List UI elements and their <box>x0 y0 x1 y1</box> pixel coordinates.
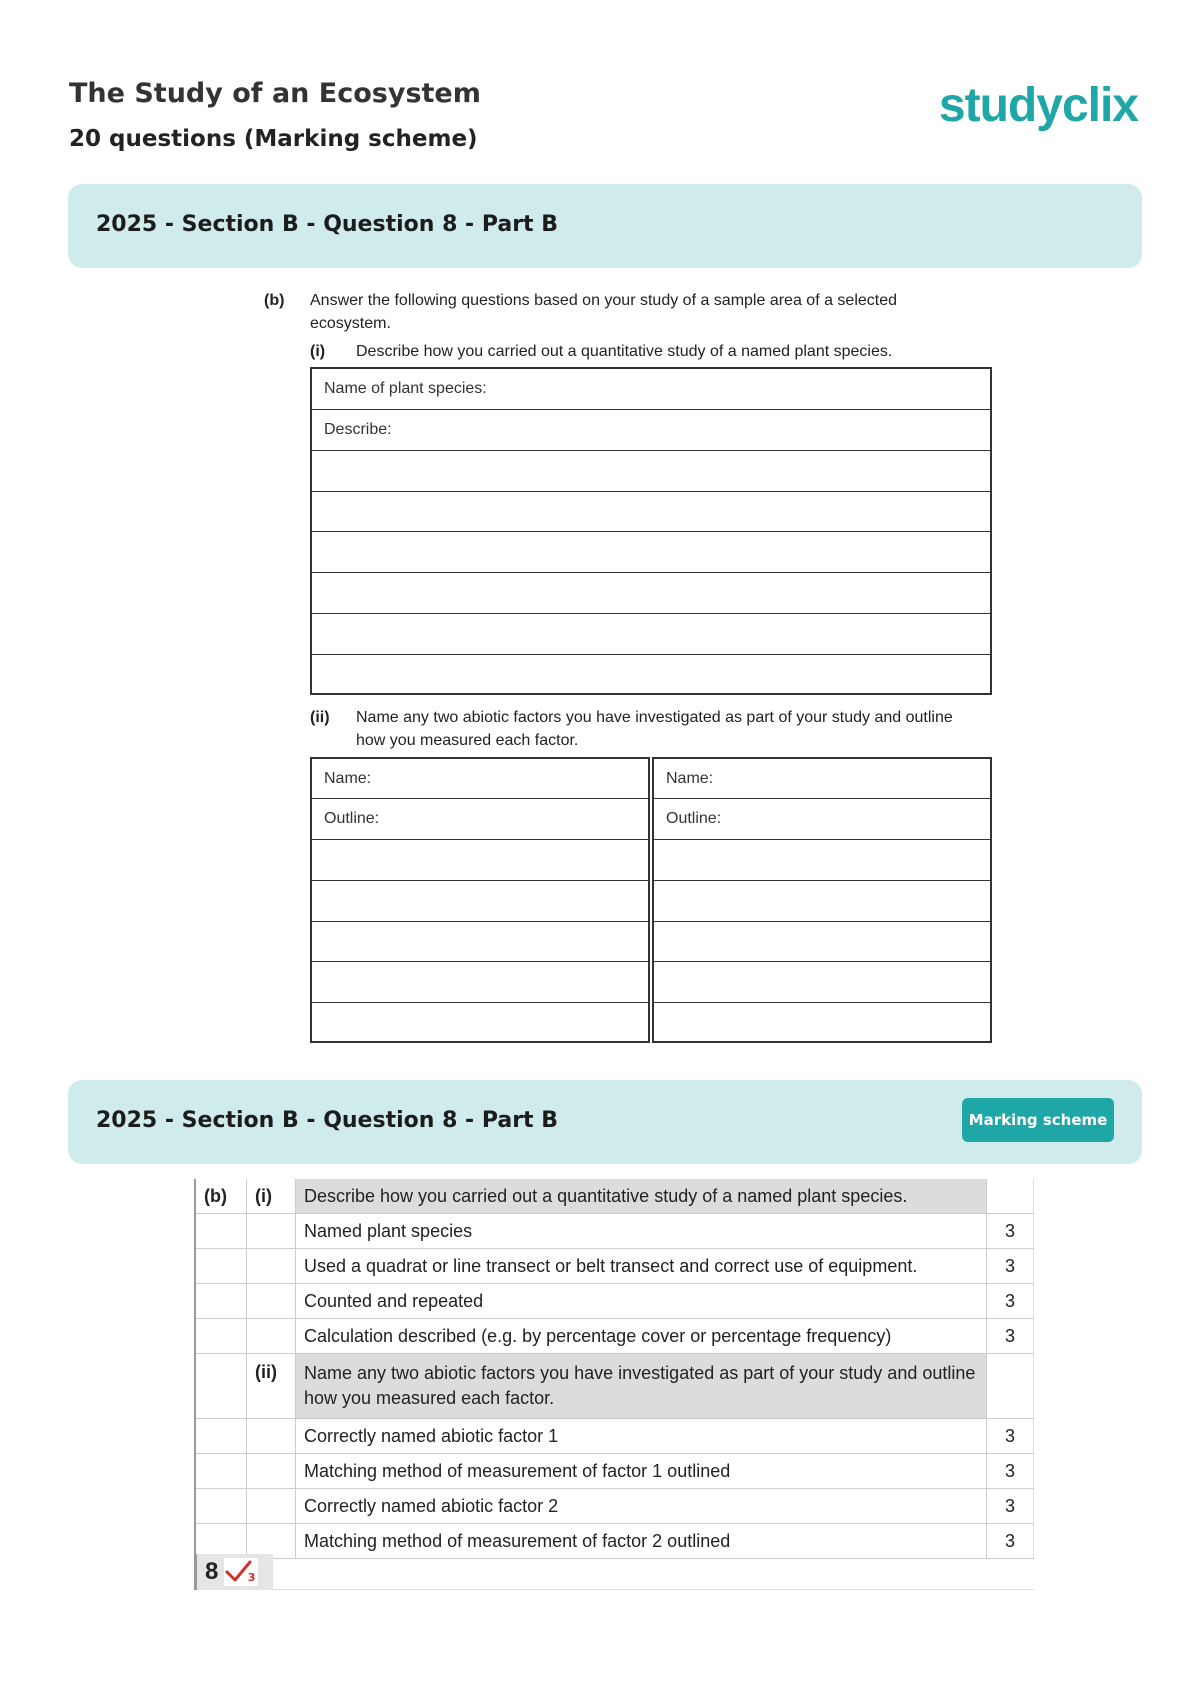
answer-row[interactable] <box>654 840 990 881</box>
answer-row[interactable] <box>654 962 990 1003</box>
factor-1-outline-label: Outline: <box>324 810 380 827</box>
ms-row <box>195 1489 1034 1524</box>
marking-scheme-band-title: 2025 - Section B - Question 8 - Part B <box>96 1108 558 1133</box>
answer-row[interactable] <box>654 881 990 922</box>
answer-row[interactable] <box>312 410 990 451</box>
answer-row[interactable] <box>312 492 990 532</box>
question-header-title: 2025 - Section B - Question 8 - Part B <box>96 212 558 237</box>
answer-row[interactable] <box>654 922 990 962</box>
answer-row[interactable] <box>312 840 648 881</box>
answer-row[interactable] <box>312 1003 648 1041</box>
ms-marks: 3 <box>987 1214 1034 1249</box>
answer-row[interactable] <box>312 881 648 922</box>
factor-1-name-label: Name: <box>324 770 372 787</box>
marking-scheme-table <box>194 1179 1034 1559</box>
part-b-label: (b) <box>264 292 285 309</box>
ms-row <box>195 1249 1034 1284</box>
ms-question-text: Describe how you carried out a quantitative study of a named plant species. <box>296 1179 987 1214</box>
ms-part-label: (b) <box>195 1179 247 1214</box>
factor-2-outline-label: Outline: <box>666 810 722 827</box>
ms-marks: 3 <box>987 1319 1034 1354</box>
factor-2-name-label: Name: <box>666 770 714 787</box>
ms-row <box>195 1214 1034 1249</box>
part-i-text: Describe how you carried out a quantitative study of a named plant species. <box>356 343 893 360</box>
answer-row[interactable] <box>312 655 990 693</box>
ms-row <box>195 1419 1034 1454</box>
ms-question-text: Name any two abiotic factors you have investigated as part of your study and outline how you measured each factor. <box>296 1354 987 1419</box>
ms-criterion: Correctly named abiotic factor 2 <box>296 1489 987 1524</box>
ms-row <box>195 1524 1034 1559</box>
ms-criterion: Matching method of measurement of factor 2 outlined <box>296 1524 987 1559</box>
total-marks: 8 <box>205 1558 219 1585</box>
answer-row[interactable] <box>654 799 990 840</box>
answer-row[interactable] <box>312 614 990 655</box>
ms-criterion: Calculation described (e.g. by percentage cover or percentage frequency) <box>296 1319 987 1354</box>
answer-row[interactable] <box>654 759 990 799</box>
question-header-band <box>68 184 1142 268</box>
ms-criterion: Matching method of measurement of factor 1 outlined <box>296 1454 987 1489</box>
marking-scheme-band <box>68 1080 1142 1164</box>
ms-subpart-label: (i) <box>247 1179 296 1214</box>
describe-label: Describe: <box>324 421 392 438</box>
ms-marks: 3 <box>987 1524 1034 1559</box>
answer-row[interactable] <box>312 962 648 1003</box>
part-b-text: Answer the following questions based on your study of a sample area of a selected ecosystem. <box>310 292 898 332</box>
answer-row[interactable] <box>312 573 990 614</box>
answer-row[interactable] <box>312 759 648 799</box>
ms-criterion: Correctly named abiotic factor 1 <box>296 1419 987 1454</box>
part-i-label: (i) <box>310 343 326 360</box>
answer-table-ii-right <box>652 757 992 1043</box>
page-title: The Study of an Ecosystem <box>69 78 481 109</box>
marking-scheme-button[interactable]: Marking scheme <box>962 1098 1114 1142</box>
total-marks-box <box>194 1554 273 1590</box>
ms-row <box>195 1319 1034 1354</box>
answer-row[interactable] <box>312 369 990 410</box>
answer-row[interactable] <box>312 451 990 492</box>
divider <box>270 1589 1034 1590</box>
ms-subpart-label: (ii) <box>247 1354 296 1419</box>
answer-table-i <box>310 367 992 695</box>
answer-table-ii-left <box>310 757 650 1043</box>
ms-marks: 3 <box>987 1489 1034 1524</box>
answer-row[interactable] <box>654 1003 990 1041</box>
studyclix-logo[interactable]: studyclix <box>938 79 1138 132</box>
answer-row[interactable] <box>312 532 990 573</box>
ms-header-row-ii <box>195 1354 1034 1419</box>
plant-species-label: Name of plant species: <box>324 380 487 397</box>
ms-marks: 3 <box>987 1454 1034 1489</box>
ms-criterion: Counted and repeated <box>296 1284 987 1319</box>
part-ii-text: Name any two abiotic factors you have investigated as part of your study and outline how you measured each factor. <box>356 709 953 749</box>
ms-marks: 3 <box>987 1284 1034 1319</box>
tick-icon <box>224 1558 258 1586</box>
ms-marks: 3 <box>987 1249 1034 1284</box>
ms-row <box>195 1284 1034 1319</box>
ms-header-row-i <box>195 1179 1034 1214</box>
ms-row <box>195 1454 1034 1489</box>
answer-row[interactable] <box>312 799 648 840</box>
part-ii-label: (ii) <box>310 709 330 726</box>
ms-criterion: Used a quadrat or line transect or belt transect and correct use of equipment. <box>296 1249 987 1284</box>
ms-criterion: Named plant species <box>296 1214 987 1249</box>
answer-row[interactable] <box>312 922 648 962</box>
ms-marks-cell <box>987 1179 1034 1214</box>
tick-count: 3 <box>247 1571 256 1584</box>
page-subtitle: 20 questions (Marking scheme) <box>69 126 478 152</box>
ms-marks: 3 <box>987 1419 1034 1454</box>
